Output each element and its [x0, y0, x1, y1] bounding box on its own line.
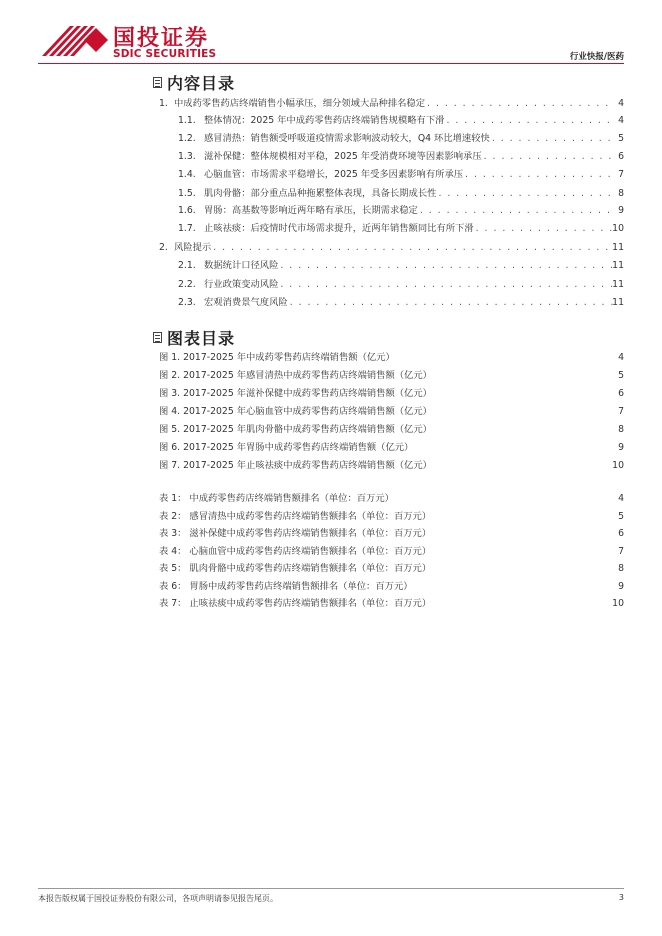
table-entry[interactable]	[0, 509, 662, 525]
table-entry[interactable]	[0, 544, 662, 560]
toc-entry[interactable]	[0, 167, 662, 183]
toc-entry[interactable]	[0, 277, 662, 293]
toc-entry-number: 1.7.	[178, 223, 196, 234]
table-entry-label: 表 1： 中成药零售药店终端销售额排名（单位：百万元）	[159, 493, 394, 504]
toc-entry-label: 整体情况：2025 年中成药零售药店终端销售规模略有下滑	[204, 115, 445, 126]
toc-entry-page: 7	[618, 169, 624, 180]
brand-mark-icon	[40, 22, 108, 58]
toc-entry-page: 11	[612, 279, 624, 290]
table-entry-label: 表 5： 肌肉骨骼中成药零售药店终端销售额排名（单位：百万元）	[159, 563, 432, 574]
footer-page-number: 3	[618, 893, 624, 902]
table-entry-label: 表 3： 滋补保健中成药零售药店终端销售额排名（单位：百万元）	[159, 528, 432, 539]
toc-entry[interactable]	[0, 295, 662, 311]
header-divider	[38, 63, 624, 64]
toc-entry-label: 胃肠：高基数等影响近两年略有承压，长期需求稳定	[204, 205, 418, 216]
toc-entry[interactable]	[0, 149, 662, 165]
chart-entry-page: 10	[612, 460, 624, 471]
toc-entry-page: 6	[618, 151, 624, 162]
chart-entry[interactable]	[0, 404, 662, 420]
table-entry-label: 表 7： 止咳祛痰中成药零售药店终端销售额排名（单位：百万元）	[159, 598, 432, 609]
dot-leader	[476, 221, 614, 237]
toc-entry[interactable]	[0, 186, 662, 202]
toc-entry-page: 4	[618, 98, 624, 109]
chart-entry-label: 图 4. 2017-2025 年心脑血管中成药零售药店终端销售额（亿元）	[159, 406, 432, 417]
contents-title: 内容目录	[167, 73, 236, 93]
chart-entry-page: 8	[618, 424, 624, 435]
toc-entry-page: 11	[612, 260, 624, 271]
dot-leader	[280, 277, 614, 293]
chart-entry[interactable]	[0, 458, 662, 474]
table-entry[interactable]	[0, 561, 662, 577]
dot-leader	[446, 113, 614, 129]
toc-entry-number: 1.6.	[178, 205, 196, 216]
table-entry-page: 4	[618, 493, 624, 504]
toc-entry-number: 2.2.	[178, 279, 196, 290]
table-entry-page: 8	[618, 563, 624, 574]
brand-name-cn: 国投证券	[113, 26, 210, 51]
toc-entry-label: 数据统计口径风险	[204, 260, 279, 271]
toc-entry-label: 肌肉骨骼：部分重点品种拖累整体表现，具备长期成长性	[204, 188, 437, 199]
dot-leader	[213, 240, 614, 256]
toc-entry[interactable]	[0, 96, 662, 112]
contents-heading	[153, 72, 235, 92]
chart-entry[interactable]	[0, 386, 662, 402]
chart-entry-label: 图 1. 2017-2025 年中成药零售药店终端销售额（亿元）	[159, 352, 395, 363]
dot-leader	[484, 149, 614, 165]
table-entry-page: 10	[612, 598, 624, 609]
chart-entry-label: 图 7. 2017-2025 年止咳祛痰中成药零售药店终端销售额（亿元）	[159, 460, 432, 471]
toc-entry-page: 11	[612, 242, 624, 253]
dot-leader	[290, 295, 614, 311]
dot-leader	[280, 258, 614, 274]
dot-leader	[427, 96, 614, 112]
figures-title: 图表目录	[167, 328, 236, 348]
dot-leader	[465, 167, 614, 183]
toc-entry-page: 8	[618, 188, 624, 199]
table-entry-label: 表 2： 感冒清热中成药零售药店终端销售额排名（单位：百万元）	[159, 510, 432, 522]
table-entry[interactable]	[0, 579, 662, 595]
toc-entry[interactable]	[0, 131, 662, 147]
chart-entry-page: 4	[618, 352, 624, 363]
toc-entry[interactable]	[0, 221, 662, 237]
table-entry[interactable]	[0, 491, 662, 507]
toc-entry-number: 2.3.	[178, 297, 196, 308]
toc-entry-label: 行业政策变动风险	[204, 279, 279, 290]
toc-entry-label: 风险提示	[174, 242, 212, 253]
page-header	[0, 0, 662, 66]
toc-entry-label: 中成药零售药店终端销售小幅承压，细分领域大品种排名稳定	[174, 98, 426, 109]
toc-entry[interactable]	[0, 240, 662, 256]
toc-entry-number: 1.	[159, 98, 168, 109]
document-icon	[153, 77, 162, 88]
toc-entry-number: 2.	[159, 242, 168, 253]
chart-entry[interactable]	[0, 368, 662, 384]
footer-disclaimer: 本报告版权属于国投证券股份有限公司，各项声明请参见报告尾页。	[38, 894, 278, 903]
chart-entry-page: 5	[618, 370, 624, 381]
table-entry[interactable]	[0, 596, 662, 612]
table-entry-page: 5	[618, 510, 624, 522]
dot-leader	[420, 203, 614, 219]
table-entry-label: 表 6： 胃肠中成药零售药店终端销售额排名（单位：百万元）	[159, 580, 413, 592]
toc-entry-page: 4	[618, 115, 624, 126]
toc-entry-number: 2.1.	[178, 260, 196, 271]
toc-entry-page: 9	[618, 205, 624, 216]
toc-entry-label: 滋补保健：整体规模相对平稳，2025 年受消费环境等因素影响承压	[204, 151, 482, 162]
chart-entry-label: 图 6. 2017-2025 年胃肠中成药零售药店终端销售额（亿元）	[159, 442, 414, 453]
toc-entry-number: 1.1.	[178, 115, 196, 126]
table-entry-page: 6	[618, 528, 624, 539]
toc-entry-number: 1.3.	[178, 151, 196, 162]
toc-entry-page: 5	[618, 133, 624, 144]
chart-entry[interactable]	[0, 350, 662, 366]
toc-entry-number: 1.5.	[178, 188, 196, 199]
table-entry-page: 7	[618, 545, 624, 557]
figures-heading	[153, 327, 235, 347]
toc-entry-page: 11	[612, 297, 624, 308]
toc-entry-label: 止咳祛痰：后疫情时代市场需求提升，近两年销售额同比有所下滑	[204, 223, 474, 234]
table-entry[interactable]	[0, 526, 662, 542]
dot-leader	[492, 131, 614, 147]
toc-entry[interactable]	[0, 113, 662, 129]
chart-entry[interactable]	[0, 422, 662, 438]
table-entry-page: 9	[618, 580, 624, 592]
dot-leader	[438, 186, 614, 202]
brand-name-en: SDIC SECURITIES	[113, 48, 217, 60]
document-icon	[153, 332, 162, 343]
chart-entry-page: 6	[618, 388, 624, 399]
toc-entry-number: 1.2.	[178, 133, 196, 144]
chart-entry-label: 图 3. 2017-2025 年滋补保健中成药零售药店终端销售额（亿元）	[159, 388, 432, 399]
toc-entry[interactable]	[0, 203, 662, 219]
toc-entry-page: 10	[612, 223, 624, 234]
table-entry-label: 表 4： 心脑血管中成药零售药店终端销售额排名（单位：百万元）	[159, 545, 432, 557]
chart-entry-page: 9	[618, 442, 624, 453]
footer-divider	[38, 888, 624, 889]
toc-entry[interactable]	[0, 258, 662, 274]
toc-entry-label: 感冒清热：销售额受呼吸道疫情需求影响波动较大，Q4 环比增速较快	[204, 133, 490, 144]
chart-entry-label: 图 5. 2017-2025 年肌肉骨骼中成药零售药店终端销售额（亿元）	[159, 424, 432, 435]
chart-entry-page: 7	[618, 406, 624, 417]
toc-entry-label: 宏观消费景气度风险	[204, 297, 288, 308]
toc-entry-number: 1.4.	[178, 169, 196, 180]
chart-entry-label: 图 2. 2017-2025 年感冒清热中成药零售药店终端销售额（亿元）	[159, 370, 432, 381]
toc-entry-label: 心脑血管：市场需求平稳增长，2025 年受多因素影响有所承压	[204, 169, 464, 180]
report-category: 行业快报/医药	[569, 52, 624, 62]
chart-entry[interactable]	[0, 440, 662, 456]
